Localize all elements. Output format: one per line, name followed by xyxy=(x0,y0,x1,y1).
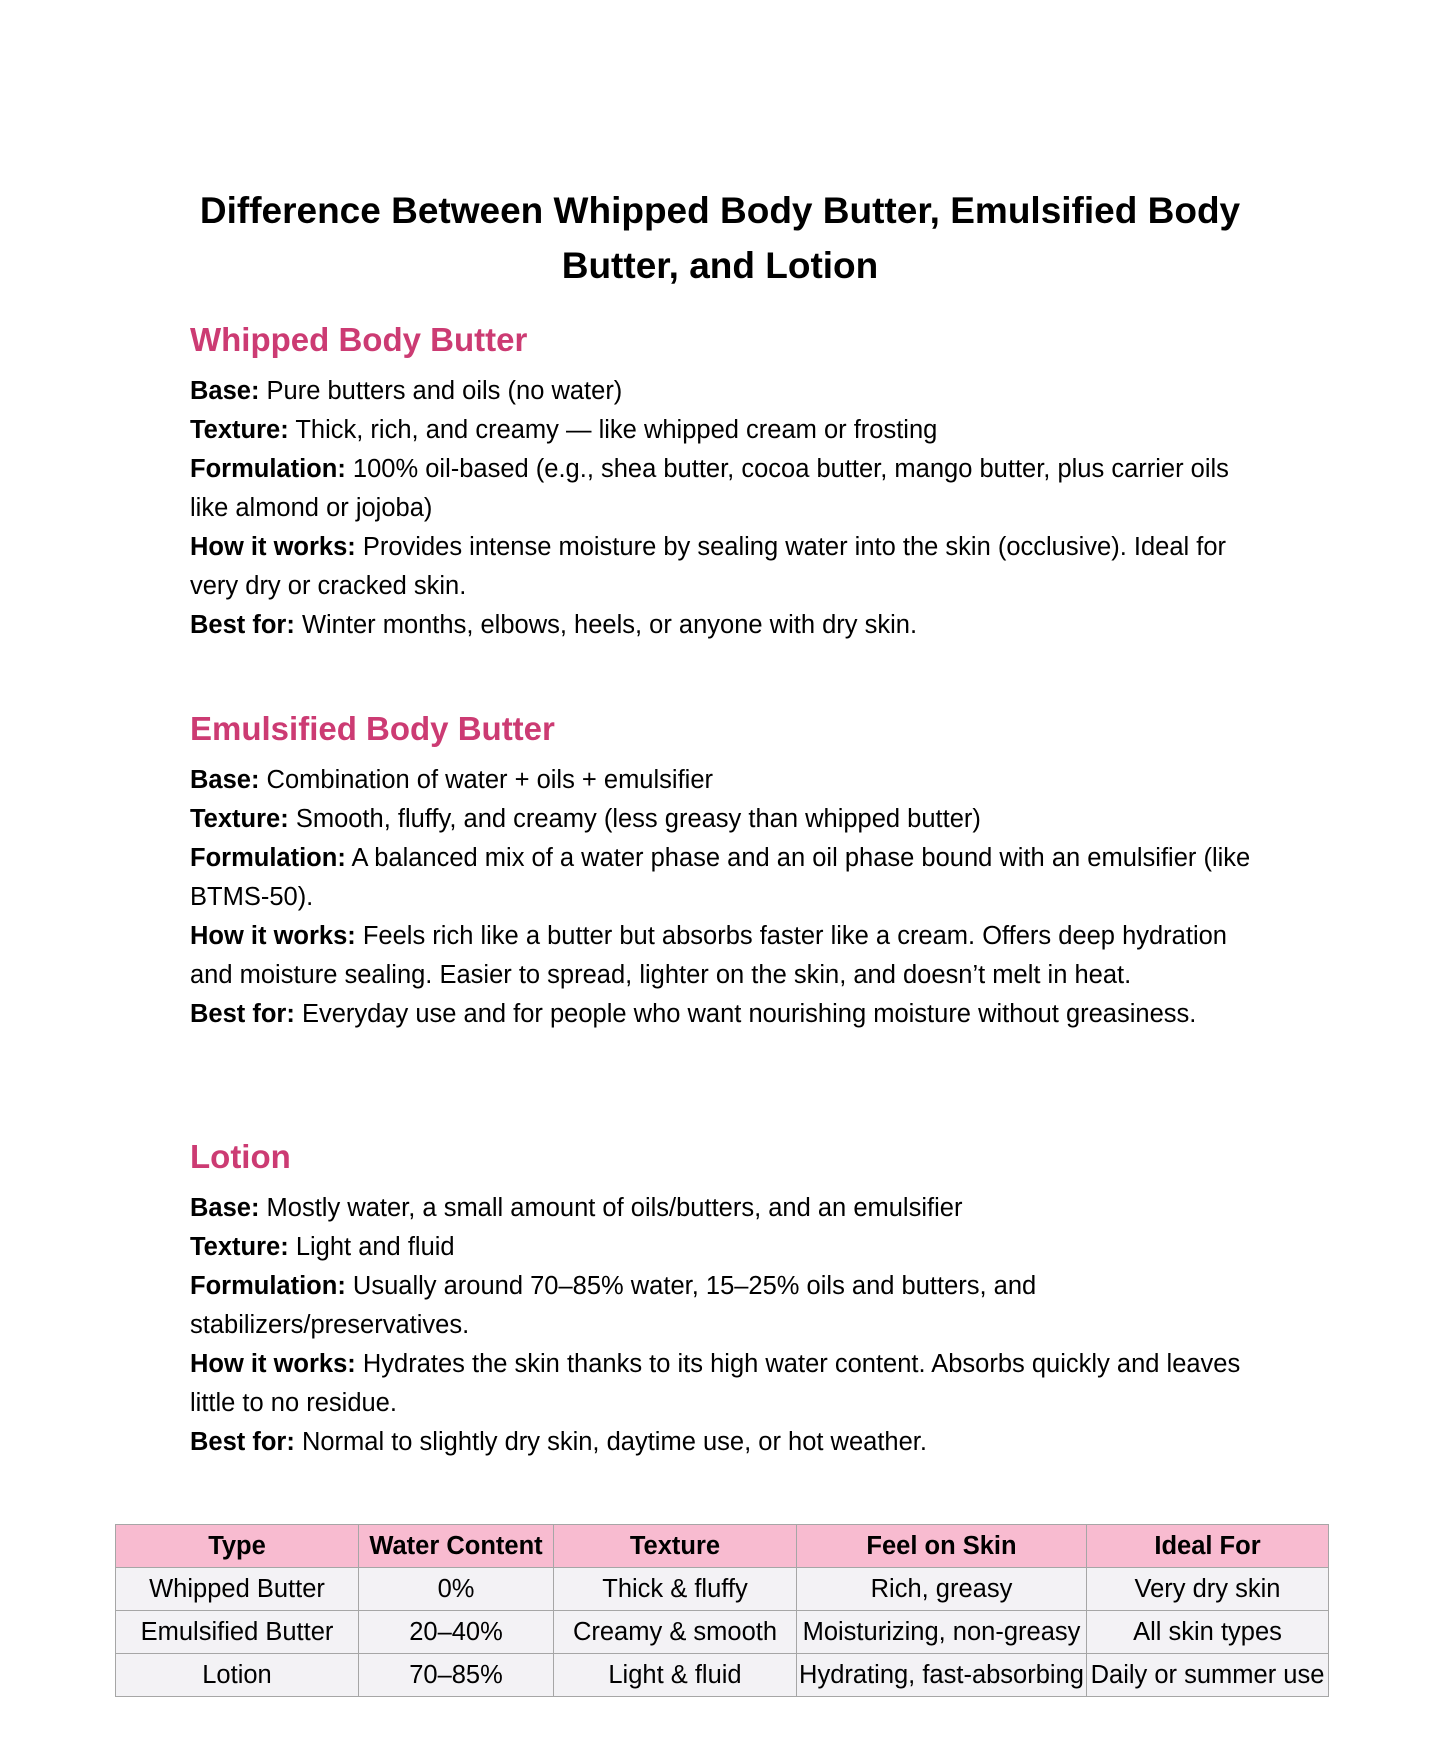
table-cell: Light & fluid xyxy=(554,1654,797,1697)
table-row xyxy=(116,1568,1329,1611)
prop-base xyxy=(190,1189,1270,1228)
prop-text: Usually around 70–85% water, 15–25% oils and butters, and stabilizers/preservatives. xyxy=(190,1272,1037,1339)
prop-text: Provides intense moisture by sealing water into the skin (occlusive). Ideal for very dry or cracked skin. xyxy=(190,533,1227,600)
prop-text: Mostly water, a small amount of oils/butters, and an emulsifier xyxy=(266,1194,963,1222)
prop-text: Hydrates the skin thanks to its high water content. Absorbs quickly and leaves little to no residue. xyxy=(190,1350,1241,1417)
prop-label: Best for: xyxy=(190,1428,295,1456)
prop-label: Base: xyxy=(190,1194,260,1222)
prop-text: Winter months, elbows, heels, or anyone with dry skin. xyxy=(301,611,918,639)
table-cell: Very dry skin xyxy=(1087,1568,1329,1611)
table-cell: Rich, greasy xyxy=(797,1568,1087,1611)
prop-text: Thick, rich, and creamy — like whipped cream or frosting xyxy=(295,416,938,444)
table-row xyxy=(116,1654,1329,1697)
table-row xyxy=(116,1611,1329,1654)
prop-label: How it works: xyxy=(190,1350,356,1378)
table-cell: Daily or summer use xyxy=(1087,1654,1329,1697)
prop-texture xyxy=(190,800,1270,839)
prop-label: Formulation: xyxy=(190,1272,346,1300)
section-emulsified-body-butter xyxy=(190,705,1270,1034)
table-cell: 70–85% xyxy=(359,1654,554,1697)
column-header-feel-on-skin: Feel on Skin xyxy=(797,1525,1087,1568)
prop-label: Base: xyxy=(190,766,260,794)
section-lotion xyxy=(190,1133,1270,1462)
table-cell: Creamy & smooth xyxy=(554,1611,797,1654)
prop-label: Texture: xyxy=(190,1233,289,1261)
prop-label: How it works: xyxy=(190,533,356,561)
prop-label: Formulation: xyxy=(190,844,346,872)
prop-label: Best for: xyxy=(190,1000,295,1028)
prop-best-for xyxy=(190,606,1270,645)
prop-text: Smooth, fluffy, and creamy (less greasy than whipped butter) xyxy=(295,805,981,833)
prop-formulation xyxy=(190,839,1270,917)
table-cell: 0% xyxy=(359,1568,554,1611)
prop-text: Pure butters and oils (no water) xyxy=(266,377,623,405)
column-header-water-content: Water Content xyxy=(359,1525,554,1568)
prop-base xyxy=(190,761,1270,800)
table-cell: Thick & fluffy xyxy=(554,1568,797,1611)
prop-how-it-works xyxy=(190,528,1270,606)
section-heading: Whipped Body Butter xyxy=(190,321,528,358)
prop-texture xyxy=(190,411,1270,450)
prop-text: Normal to slightly dry skin, daytime use, or hot weather. xyxy=(301,1428,927,1456)
table-header-row xyxy=(116,1525,1329,1568)
column-header-ideal-for: Ideal For xyxy=(1087,1525,1329,1568)
prop-formulation xyxy=(190,1267,1270,1345)
section-heading: Lotion xyxy=(190,1138,291,1175)
prop-base xyxy=(190,372,1270,411)
prop-text: Light and fluid xyxy=(295,1233,455,1261)
prop-texture xyxy=(190,1228,1270,1267)
prop-best-for xyxy=(190,1423,1270,1462)
table-cell: Whipped Butter xyxy=(116,1568,359,1611)
table-cell: Moisturizing, non-greasy xyxy=(797,1611,1087,1654)
prop-formulation xyxy=(190,450,1270,528)
prop-label: Base: xyxy=(190,377,260,405)
prop-how-it-works xyxy=(190,1345,1270,1423)
prop-label: Texture: xyxy=(190,805,289,833)
prop-text: Combination of water + oils + emulsifier xyxy=(266,766,713,794)
table-cell: Lotion xyxy=(116,1654,359,1697)
column-header-type: Type xyxy=(116,1525,359,1568)
comparison-table xyxy=(115,1524,1329,1697)
table-cell: All skin types xyxy=(1087,1611,1329,1654)
prop-label: Formulation: xyxy=(190,455,346,483)
prop-how-it-works xyxy=(190,917,1270,995)
prop-label: Texture: xyxy=(190,416,289,444)
table-cell: Emulsified Butter xyxy=(116,1611,359,1654)
section-heading: Emulsified Body Butter xyxy=(190,710,555,747)
table-cell: Hydrating, fast-absorbing xyxy=(797,1654,1087,1697)
prop-label: How it works: xyxy=(190,922,356,950)
prop-label: Best for: xyxy=(190,611,295,639)
page-title: Difference Between Whipped Body Butter, Emulsified Body Butter, and Lotion xyxy=(199,190,1241,286)
prop-text: A balanced mix of a water phase and an oil phase bound with an emulsifier (like BTMS-50). xyxy=(190,844,1251,911)
section-whipped-body-butter xyxy=(190,316,1270,645)
prop-text: Everyday use and for people who want nourishing moisture without greasiness. xyxy=(301,1000,1197,1028)
prop-text: 100% oil-based (e.g., shea butter, cocoa butter, mango butter, plus carrier oils like almond or jojoba) xyxy=(190,455,1229,522)
table-cell: 20–40% xyxy=(359,1611,554,1654)
prop-text: Feels rich like a butter but absorbs faster like a cream. Offers deep hydration and moisture sealing. Easier to spread, lighter on the skin, and doesn’t melt in heat. xyxy=(190,922,1227,989)
column-header-texture: Texture xyxy=(554,1525,797,1568)
prop-best-for xyxy=(190,995,1270,1034)
